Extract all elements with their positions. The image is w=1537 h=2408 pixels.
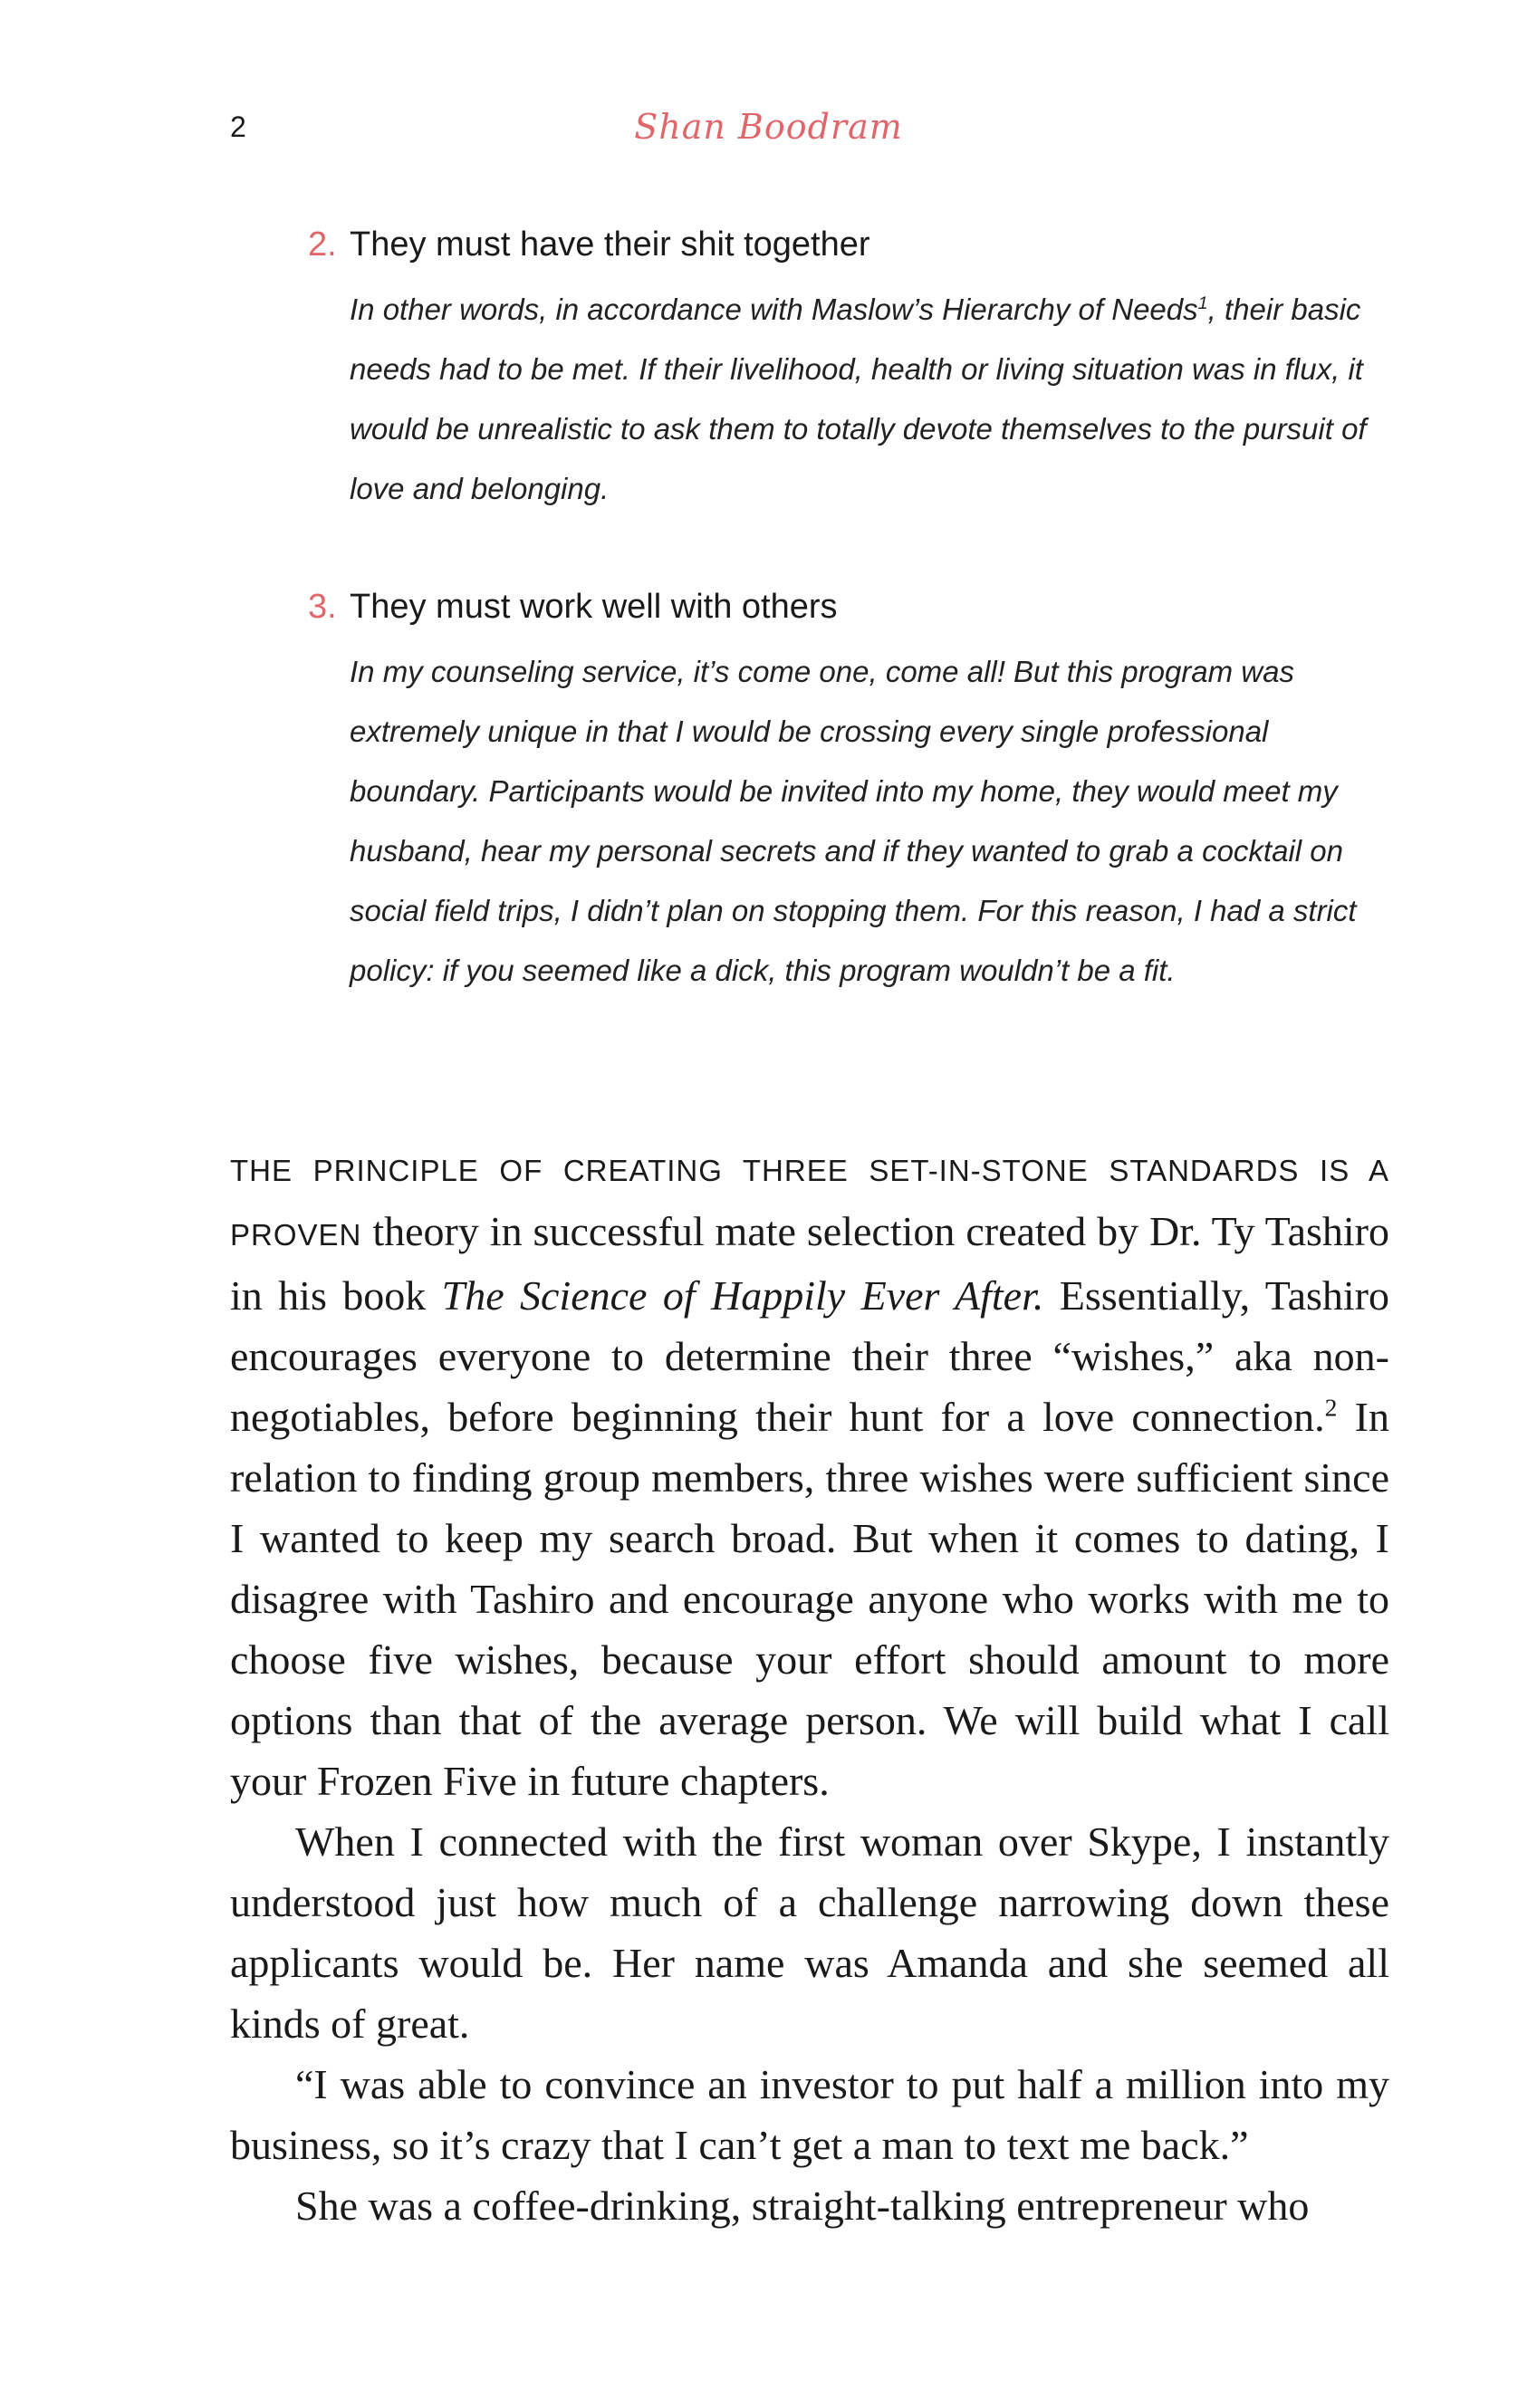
list-item-text: , their basic needs had to be met. If their livelihood, health or living situation was in flux, it would be unrealistic to ask them to totally devote themselves to the pursuit of love and belonging. [350,293,1367,505]
list-item-heading-text: They must work well with others [350,588,838,626]
list-item-heading [308,584,1395,629]
paragraph: “I was able to convince an investor to put half a million into my business, so it’s crazy that I can’t get a man to text me back.” [230,2061,1389,2168]
list-item [308,584,1395,1001]
book-title: The Science of Happily Ever After. [441,1272,1044,1319]
paragraph [230,1137,1389,1811]
page-number: 2 [230,110,246,143]
footnote-ref: 1 [1197,293,1208,313]
paragraph: When I connected with the first woman over Skype, I instantly understood just how much of a challenge narrowing down these applicants would be. Her name was Amanda and she seemed all kinds of great. [230,1818,1389,2047]
body-text [230,1137,1389,2236]
list-item-number: 2. [308,225,337,264]
footnote-ref: 2 [1324,1393,1338,1422]
paragraph: She was a coffee-drinking, straight-talking entrepreneur who [295,2183,1310,2229]
paragraph-text: Essentially, Tashiro encourages everyone to determine their three “wishes,” aka non-negotiables, before beginning their hunt for a love connection. [230,1272,1389,1440]
list-item-body [308,280,1395,519]
list-item-paragraph: In my counseling service, it’s come one, come all! But this program was extremely unique in that I would be crossing every single professional boundary. Participants would be invited into my home, they would meet my husband, hear my personal secrets and if they wanted to grab a cocktail on social field trips, I didn’t plan on stopping them. For this reason, I had a strict policy: if you seemed like a dick, this program wouldn’t be a fit. [350,655,1357,987]
paragraph-text: In relation to finding group members, three wishes were sufficient since I wanted to keep my search broad. But when it comes to dating, I disagree with Tashiro and encourage anyone who works with me to choose five wishes, because your effort should amount to more options than that of the average person. We will build what I call your Frozen Five in future chapters. [230,1394,1389,1804]
list-item-heading [308,222,1395,267]
list-item-heading-text: They must have their shit together [350,225,870,264]
paragraph-text: theory in successful mate selection created by Dr. Ty Tashiro in his book [230,1208,1389,1319]
running-head: Shan Boodram [634,107,903,147]
lead-in-caps: THE PRINCIPLE OF CREATING THREE SET-IN-STONE STANDARDS IS A PROVEN [230,1154,1389,1252]
list-item-body [308,642,1395,1001]
list-item-paragraph [350,280,1395,519]
list-item-number: 3. [308,588,337,626]
list-item-text: In other words, in accordance with Maslow’s Hierarchy of Needs [350,293,1198,326]
list-item [308,222,1395,519]
